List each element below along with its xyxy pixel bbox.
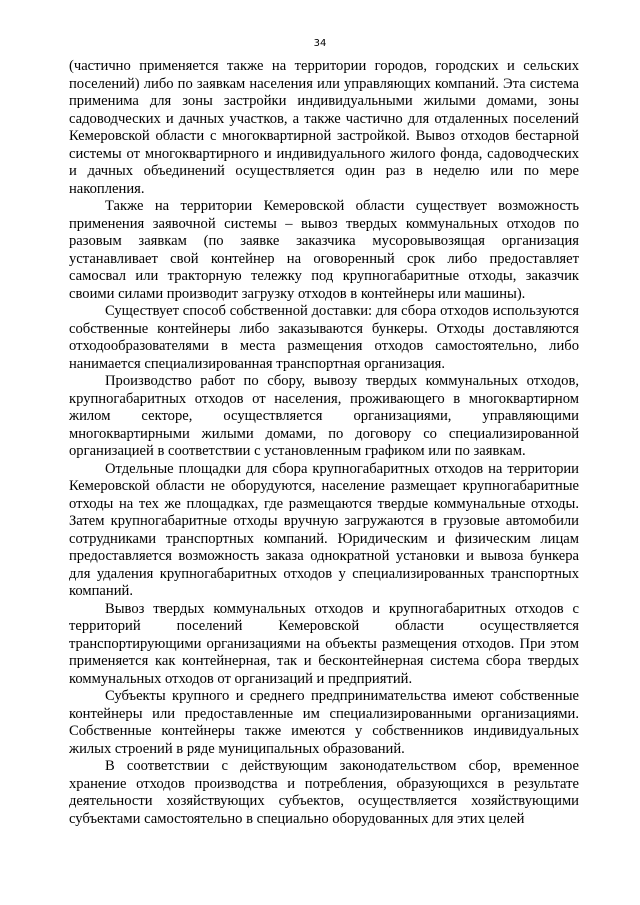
paragraph: Существует способ собственной доставки: для сбора отходов используются собственные контейнеры либо заказываются бункеры. Отходы доставляются отходообразователями в места размещения отходов самостоятельно, либо нанимается специализированная транспортная организация.	[69, 303, 579, 372]
paragraph: (частично применяется также на территории городов, городских и сельских поселений) либо по заявкам населения или управляющих компаний. Эта система применима для зоны застройки индивидуальными жилыми домами, зоны садоводческих и дачных участков, а также частично для отдаленных поселений Кемеровской области с многоквартирной застройкой. Вывоз отходов бестарной системы от многоквартирного и индивидуального жилого фонда, садоводческих и дачных объединений осуществляется один раз в неделю или по мере накопления.	[69, 58, 579, 197]
page-number: 34	[313, 38, 327, 49]
paragraph: Вывоз твердых коммунальных отходов и крупногабаритных отходов с территорий поселений Кемеровской области осуществляется транспортирующими организациями на объекты размещения отходов. При этом применяется как контейнерная, так и бесконтейнерная система сбора твердых коммунальных отходов от организаций и предприятий.	[69, 600, 579, 687]
paragraph: Отдельные площадки для сбора крупногабаритных отходов на территории Кемеровской области не оборудуются, население размещает крупногабаритные отходы на тех же площадках, где размещаются твердые коммунальные отходы. Затем крупногабаритные отходы вручную загружаются в грузовые автомобили сотрудниками транспортных компаний. Юридическим и физическим лицам предоставляется возможность заказа однократной установки и вывоза бункера для удаления крупногабаритных отходов у специализированных транспортных компаний.	[69, 460, 579, 599]
document-body	[69, 58, 579, 828]
paragraph: Производство работ по сбору, вывозу твердых коммунальных отходов, крупногабаритных отходов от населения, проживающего в многоквартирном жилом секторе, осуществляется организациями, управляющими многоквартирными жилыми домами, по договору со специализированной организацией в соответствии с установленным графиком или по заявкам.	[69, 373, 579, 459]
paragraph: В соответствии с действующим законодательством сбор, временное хранение отходов производства и потребления, образующихся в результате деятельности хозяйствующих субъектов, осуществляется хозяйствующими субъектами самостоятельно в специально оборудованных для этих целей	[69, 758, 579, 827]
paragraph: Также на территории Кемеровской области существует возможность применения заявочной системы – вывоз твердых коммунальных отходов по разовым заявкам (по заявке заказчика мусоровывозящая организация устанавливает свой контейнер на оговоренный срок либо предоставляет самосвал или тракторную тележку под крупногабаритные отходы, заказчик своими силами производит загрузку отходов в контейнеры или машины).	[69, 198, 579, 302]
paragraph: Субъекты крупного и среднего предпринимательства имеют собственные контейнеры или предоставленные им специализированными организациями. Собственные контейнеры также имеются у собственников индивидуальных жилых строений в ряде муниципальных образований.	[69, 688, 579, 757]
